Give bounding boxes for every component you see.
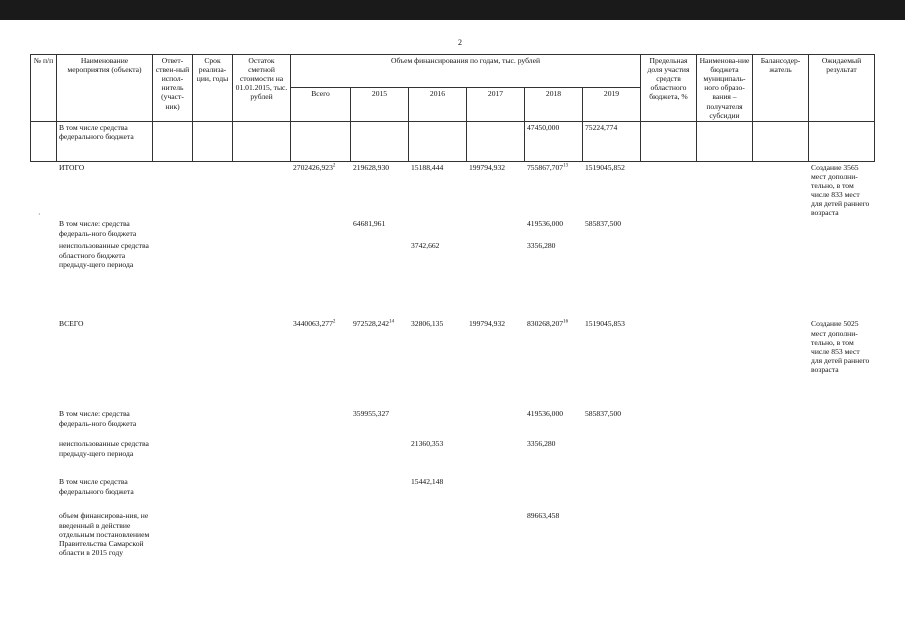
header-budget-name: Наименова-ние бюджета муниципаль-ного образо-вания – получателя субсидии — [697, 55, 753, 122]
cell-term — [193, 510, 233, 590]
cell-2015 — [351, 476, 409, 510]
table-row — [31, 161, 875, 218]
cell-responsible — [153, 476, 193, 510]
cell-expected — [809, 161, 875, 218]
cell-name — [57, 476, 153, 510]
cell-holder — [753, 408, 809, 438]
cell-num — [31, 218, 57, 240]
cell-name — [57, 408, 153, 438]
cell-2015 — [351, 510, 409, 590]
cell-num — [31, 476, 57, 510]
cell-2015 — [351, 121, 409, 161]
cell-num — [31, 240, 57, 318]
cell-remainder — [233, 121, 291, 161]
cell-2015 — [351, 161, 409, 218]
cell-num — [31, 161, 57, 218]
header-responsible: Ответ-ствен-ный испол-нитель (участ-ник) — [153, 55, 193, 122]
cell-2019-value: 1519045,852 — [585, 162, 625, 172]
cell-expected — [809, 510, 875, 590]
cell-share — [641, 510, 697, 590]
cell-remainder — [233, 438, 291, 476]
cell-2019-value: 585837,500 — [585, 219, 622, 229]
cell-term — [193, 240, 233, 318]
cell-expected — [809, 476, 875, 510]
cell-name-value: объем финансирова-ния, не введенный в действие отдельным постановлением Правительства Самарской области в 2015 году — [59, 511, 150, 557]
cell-2016 — [409, 476, 467, 510]
cell-2018-value: 419536,000 — [527, 409, 564, 419]
cell-2015 — [351, 218, 409, 240]
cell-2015 — [351, 438, 409, 476]
cell-holder — [753, 476, 809, 510]
cell-name-value: В том числе: средства федераль-ного бюджета — [59, 219, 137, 238]
cell-expected — [809, 121, 875, 161]
cell-share — [641, 218, 697, 240]
table-row — [31, 408, 875, 438]
page-number: 2 — [458, 38, 462, 47]
cell-2015-value: 64681,961 — [353, 219, 386, 229]
cell-name — [57, 121, 153, 161]
cell-remainder — [233, 318, 291, 408]
cell-holder — [753, 318, 809, 408]
header-holder: Балансодер-жатель — [753, 55, 809, 122]
cell-total — [291, 121, 351, 161]
cell-2018 — [525, 240, 583, 318]
cell-2019 — [583, 438, 641, 476]
cell-budget-name — [697, 121, 753, 161]
cell-2016-value: 21360,353 — [411, 439, 444, 449]
cell-2016 — [409, 121, 467, 161]
cell-name-value: В том числе: средства федераль-ного бюджета — [59, 409, 137, 428]
cell-2016-value: 32806,135 — [411, 319, 444, 329]
cell-total — [291, 408, 351, 438]
cell-2018-value: 89663,458 — [527, 511, 560, 521]
cell-remainder — [233, 408, 291, 438]
cell-num — [31, 438, 57, 476]
cell-responsible — [153, 318, 193, 408]
header-name: Наименование мероприятия (объекта) — [57, 55, 153, 122]
cell-responsible — [153, 218, 193, 240]
cell-total — [291, 318, 351, 408]
cell-name-value: ВСЕГО — [59, 319, 84, 329]
scan-speck: · — [38, 210, 41, 219]
cell-2018-value: 3356,280 — [527, 439, 556, 449]
cell-budget-name — [697, 218, 753, 240]
cell-share — [641, 408, 697, 438]
cell-holder — [753, 121, 809, 161]
cell-expected — [809, 218, 875, 240]
table-row — [31, 476, 875, 510]
cell-num — [31, 510, 57, 590]
table-body — [31, 121, 875, 590]
cell-2019 — [583, 121, 641, 161]
cell-2015-value: 972528,242 — [353, 319, 390, 329]
cell-total-value: 2702426,923 — [293, 162, 333, 172]
cell-remainder — [233, 240, 291, 318]
financing-table — [30, 54, 875, 590]
cell-expected — [809, 408, 875, 438]
cell-2018 — [525, 510, 583, 590]
cell-expected-value: Создание 3565 мест дополни-тельно, в том числе 833 мест для детей раннего возраста — [811, 162, 870, 218]
cell-total — [291, 510, 351, 590]
cell-2018-value: 755867,707 — [527, 162, 564, 172]
cell-2019 — [583, 408, 641, 438]
cell-2019-value: 1519045,853 — [585, 319, 625, 329]
cell-remainder — [233, 161, 291, 218]
cell-expected — [809, 240, 875, 318]
cell-2017 — [467, 476, 525, 510]
cell-2015-value: 219628,930 — [353, 162, 390, 172]
cell-responsible — [153, 510, 193, 590]
cell-expected — [809, 438, 875, 476]
footnote-mark: 16 — [563, 319, 569, 325]
cell-responsible — [153, 121, 193, 161]
cell-2015 — [351, 408, 409, 438]
cell-holder — [753, 510, 809, 590]
table-row — [31, 240, 875, 318]
cell-share — [641, 161, 697, 218]
cell-budget-name — [697, 408, 753, 438]
cell-num — [31, 408, 57, 438]
cell-2016-value: 15188,444 — [411, 162, 444, 172]
cell-2019 — [583, 476, 641, 510]
cell-2019 — [583, 240, 641, 318]
cell-2015 — [351, 318, 409, 408]
cell-2018 — [525, 438, 583, 476]
cell-holder — [753, 438, 809, 476]
cell-2016 — [409, 408, 467, 438]
cell-term — [193, 476, 233, 510]
header-2016: 2016 — [409, 88, 467, 121]
cell-name — [57, 438, 153, 476]
cell-responsible — [153, 408, 193, 438]
cell-2016 — [409, 218, 467, 240]
cell-total — [291, 438, 351, 476]
cell-2019 — [583, 161, 641, 218]
cell-2018-value: 419536,000 — [527, 219, 564, 229]
cell-responsible — [153, 161, 193, 218]
cell-2017 — [467, 408, 525, 438]
cell-2017 — [467, 121, 525, 161]
cell-2019 — [583, 510, 641, 590]
footnote-mark: 14 — [389, 319, 395, 325]
cell-2018-value: 47450,000 — [527, 122, 560, 132]
footnote-mark: 2 — [332, 163, 336, 169]
cell-2018-value: 830268,207 — [527, 319, 564, 329]
header-share: Предельная доля участия средств областного бюджета, % — [641, 55, 697, 122]
cell-2016-value: 15442,148 — [411, 477, 444, 487]
cell-holder — [753, 218, 809, 240]
table-row — [31, 510, 875, 590]
cell-name — [57, 318, 153, 408]
cell-2016 — [409, 240, 467, 318]
cell-2015-value: 359955,327 — [353, 409, 390, 419]
cell-2018 — [525, 121, 583, 161]
cell-name-value: В том числе средства федерального бюджета — [59, 122, 134, 141]
table-row — [31, 218, 875, 240]
cell-2016 — [409, 161, 467, 218]
cell-budget-name — [697, 476, 753, 510]
header-num: № п/п — [31, 55, 57, 122]
cell-2017 — [467, 510, 525, 590]
cell-expected — [809, 318, 875, 408]
table-row — [31, 438, 875, 476]
cell-2017 — [467, 318, 525, 408]
cell-2018 — [525, 408, 583, 438]
cell-share — [641, 318, 697, 408]
cell-total — [291, 476, 351, 510]
cell-2019-value: 75224,774 — [585, 122, 618, 132]
header-2017: 2017 — [467, 88, 525, 121]
cell-2018 — [525, 161, 583, 218]
cell-share — [641, 121, 697, 161]
cell-name-value: ИТОГО — [59, 162, 85, 172]
cell-term — [193, 218, 233, 240]
cell-term — [193, 121, 233, 161]
cell-term — [193, 318, 233, 408]
scan-top-band — [0, 0, 905, 20]
header-term: Срок реализа-ции, годы — [193, 55, 233, 122]
cell-2016-value: 3742,662 — [411, 241, 440, 251]
footnote-mark: 13 — [563, 163, 569, 169]
cell-2017-value: 199794,932 — [469, 319, 506, 329]
cell-2017 — [467, 161, 525, 218]
cell-num — [31, 318, 57, 408]
cell-2018 — [525, 218, 583, 240]
cell-name — [57, 218, 153, 240]
cell-remainder — [233, 218, 291, 240]
cell-remainder — [233, 476, 291, 510]
cell-2016 — [409, 318, 467, 408]
cell-responsible — [153, 438, 193, 476]
cell-name — [57, 161, 153, 218]
cell-term — [193, 161, 233, 218]
cell-2016 — [409, 438, 467, 476]
cell-name — [57, 510, 153, 590]
footnote-mark: 2 — [332, 319, 336, 325]
cell-expected-value: Создание 5025 мест дополни-тельно, в том числе 853 мест для детей раннего возраста — [811, 319, 870, 374]
header-2018: 2018 — [525, 88, 583, 121]
cell-2016 — [409, 510, 467, 590]
cell-total — [291, 218, 351, 240]
cell-name — [57, 240, 153, 318]
cell-2018 — [525, 318, 583, 408]
cell-name-value: неиспользованные средства предыду-щего периода — [59, 439, 149, 458]
cell-name-value: неиспользованные средства областного бюджета предыду-щего периода — [59, 241, 149, 269]
cell-2019-value: 585837,500 — [585, 409, 622, 419]
header-financing: Объем финансирования по годам, тыс. рублей — [291, 55, 641, 88]
header-2019: 2019 — [583, 88, 641, 121]
cell-budget-name — [697, 318, 753, 408]
cell-budget-name — [697, 510, 753, 590]
cell-holder — [753, 240, 809, 318]
cell-2018 — [525, 476, 583, 510]
table-row — [31, 121, 875, 161]
cell-budget-name — [697, 161, 753, 218]
cell-share — [641, 476, 697, 510]
header-total: Всего — [291, 88, 351, 121]
cell-share — [641, 240, 697, 318]
cell-2017-value: 199794,932 — [469, 162, 506, 172]
cell-2017 — [467, 218, 525, 240]
cell-2017 — [467, 240, 525, 318]
cell-2019 — [583, 218, 641, 240]
cell-term — [193, 408, 233, 438]
header-expected: Ожидаемый результат — [809, 55, 875, 122]
cell-term — [193, 438, 233, 476]
table-row — [31, 318, 875, 408]
header-2015: 2015 — [351, 88, 409, 121]
cell-responsible — [153, 240, 193, 318]
cell-remainder — [233, 510, 291, 590]
cell-budget-name — [697, 438, 753, 476]
cell-2019 — [583, 318, 641, 408]
cell-2018-value: 3356,280 — [527, 241, 556, 251]
cell-share — [641, 438, 697, 476]
cell-2015 — [351, 240, 409, 318]
cell-holder — [753, 161, 809, 218]
cell-num — [31, 121, 57, 161]
cell-total — [291, 161, 351, 218]
cell-name-value: В том числе средства федерального бюджета — [59, 477, 134, 496]
header-remainder: Остаток сметной стоимости на 01.01.2015, тыс. рублей — [233, 55, 291, 122]
cell-budget-name — [697, 240, 753, 318]
cell-2017 — [467, 438, 525, 476]
cell-total-value: 3440063,277 — [293, 319, 333, 329]
cell-total — [291, 240, 351, 318]
